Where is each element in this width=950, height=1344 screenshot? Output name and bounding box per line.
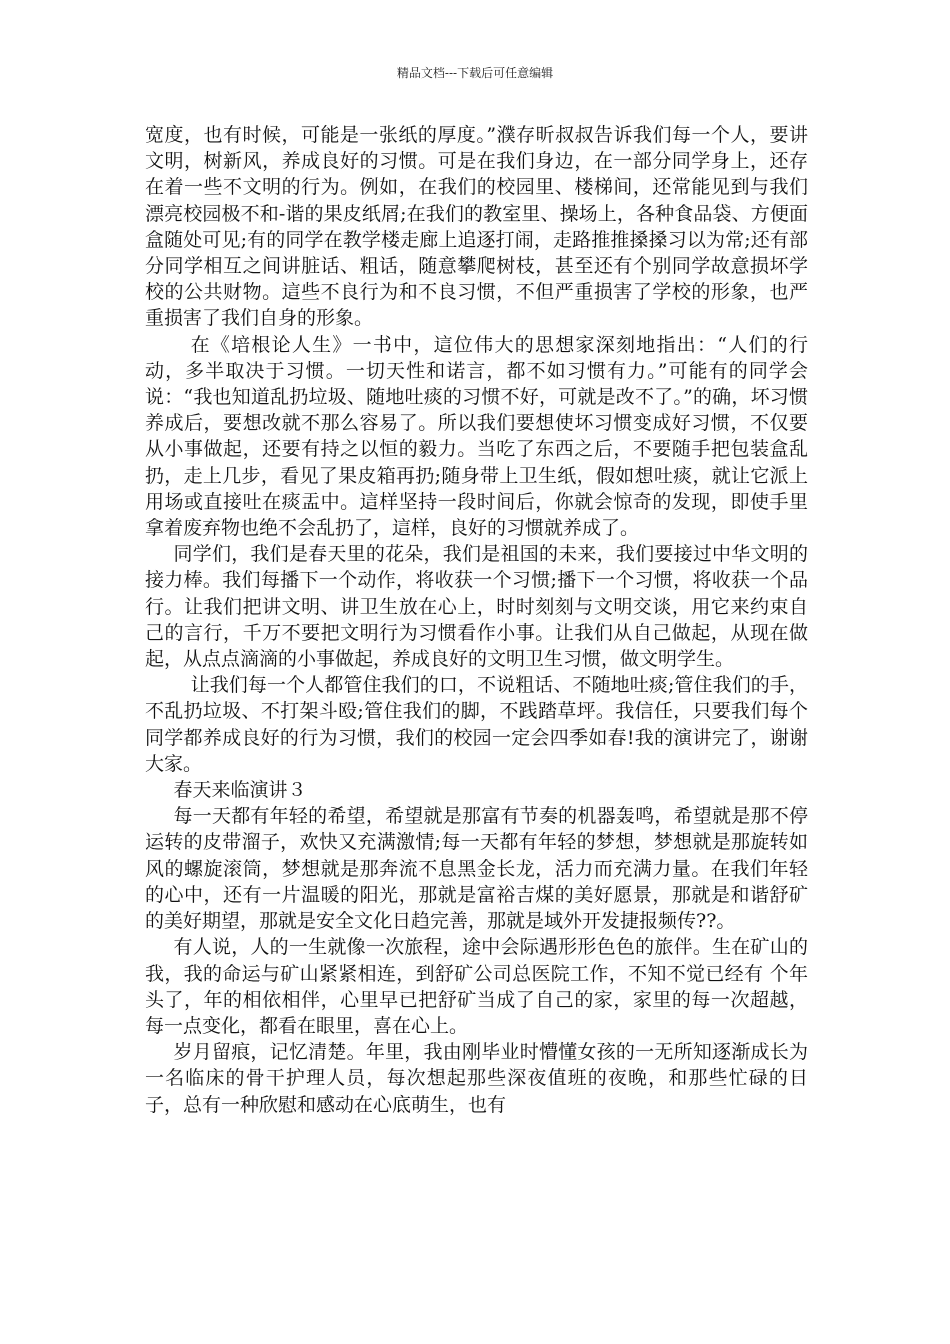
paragraph-6: 有人说，人的一生就像一次旅程，途中会际遇形形色色的旅伴。生在矿山的我，我的命运与矿山紧紧相连，到舒矿公司总医院工作，不知不觉已经有 个年头了，年的相依相伴，心里早已把舒矿当成了自己的家，家里的每一次超越，每一点变化，都看在眼里，喜在心上。 [145,936,808,1037]
document-body [145,122,808,1118]
paragraph-5: 每一天都有年轻的希望，希望就是那富有节奏的机器轰鸣，希望就是那不停运转的皮带溜子，欢快又充满激情;每一天都有年轻的梦想，梦想就是那旋转如风的螺旋滚筒，梦想就是那奔流不息黑金长龙，活力而充满力量。在我们年轻的心中，还有一片温暖的阳光，那就是富裕吉煤的美好愿景，那就是和谐舒矿的美好期望，那就是安全文化日趋完善，那就是域外开发捷报频传??。 [145,805,808,933]
paragraph-2: 在《培根论人生》一书中，這位伟大的思想家深刻地指出：“人们的行动，多半取决于习惯。一切天性和诺言，都不如习惯有力。”可能有的同学会说：“我也知道乱扔垃圾、随地吐痰的习惯不好，可就是改不了。”的确，坏习惯养成后，要想改就不那么容易了。所以我们要想使坏习惯变成好习惯，不仅要从小事做起，还要有持之以恒的毅力。当吃了东西之后，不要随手把包装盒乱扔，走上几步，看见了果皮箱再扔;随身带上卫生纸，假如想吐痰，就让它派上用场或直接吐在痰盂中。這样坚持一段时间后，你就会惊奇的发现，即使手里拿着废弃物也绝不会乱扔了，這样，良好的习惯就养成了。 [145,333,808,540]
paragraph-4: 让我们每一个人都管住我们的口，不说粗话、不随地吐痰;管住我们的手，不乱扔垃圾、不打架斗殴;管住我们的脚，不践踏草坪。我信任，只要我们每个同学都养成良好的行为习惯，我们的校园一定会四季如春!我的演讲完了，谢谢大家。 [145,674,808,775]
page-header: 精品文档---下载后可任意编辑 [396,66,554,80]
paragraph-1: 宽度，也有时候，可能是一张纸的厚度。”濮存昕叔叔告诉我们每一个人，要讲文明，树新风，养成良好的习惯。可是在我们身边，在一部分同学身上，还存在着一些不文明的行为。例如，在我们的校园里、楼梯间，还常能见到与我们漂亮校园极不和-谐的果皮纸屑;在我们的教室里、操场上，各种食品袋、方便面盒随处可见;有的同学在教学楼走廊上追逐打闹，走路推推搡搡习以为常;还有部分同学相互之间讲脏话、粗话，随意攀爬树枝，甚至还有个别同学故意损坏学校的公共财物。這些不良行为和不良习惯，不但严重损害了学校的形象，也严重损害了我们自身的形象。 [145,124,808,330]
paragraph-3: 同学们，我们是春天里的花朵，我们是祖国的未来，我们要接过中华文明的接力棒。我们每播下一个动作，将收获一个习惯;播下一个习惯，将收获一个品行。让我们把讲文明、讲卫生放在心上，时时刻刻与文明交谈，用它来约束自己的言行，千万不要把文明行为习惯看作小事。让我们从自己做起，从现在做起，从点点滴滴的小事做起，养成良好的文明卫生习惯，做文明学生。 [145,543,808,671]
section-title: 春天来临演讲３ [173,779,307,802]
paragraph-7: 岁月留痕，记忆清楚。年里，我由刚毕业时懵懂女孩的一无所知逐渐成长为一名临床的骨干护理人员，每次想起那些深夜值班的夜晚，和那些忙碌的日子，总有一种欣慰和感动在心底萌生，也有 [145,1041,808,1116]
